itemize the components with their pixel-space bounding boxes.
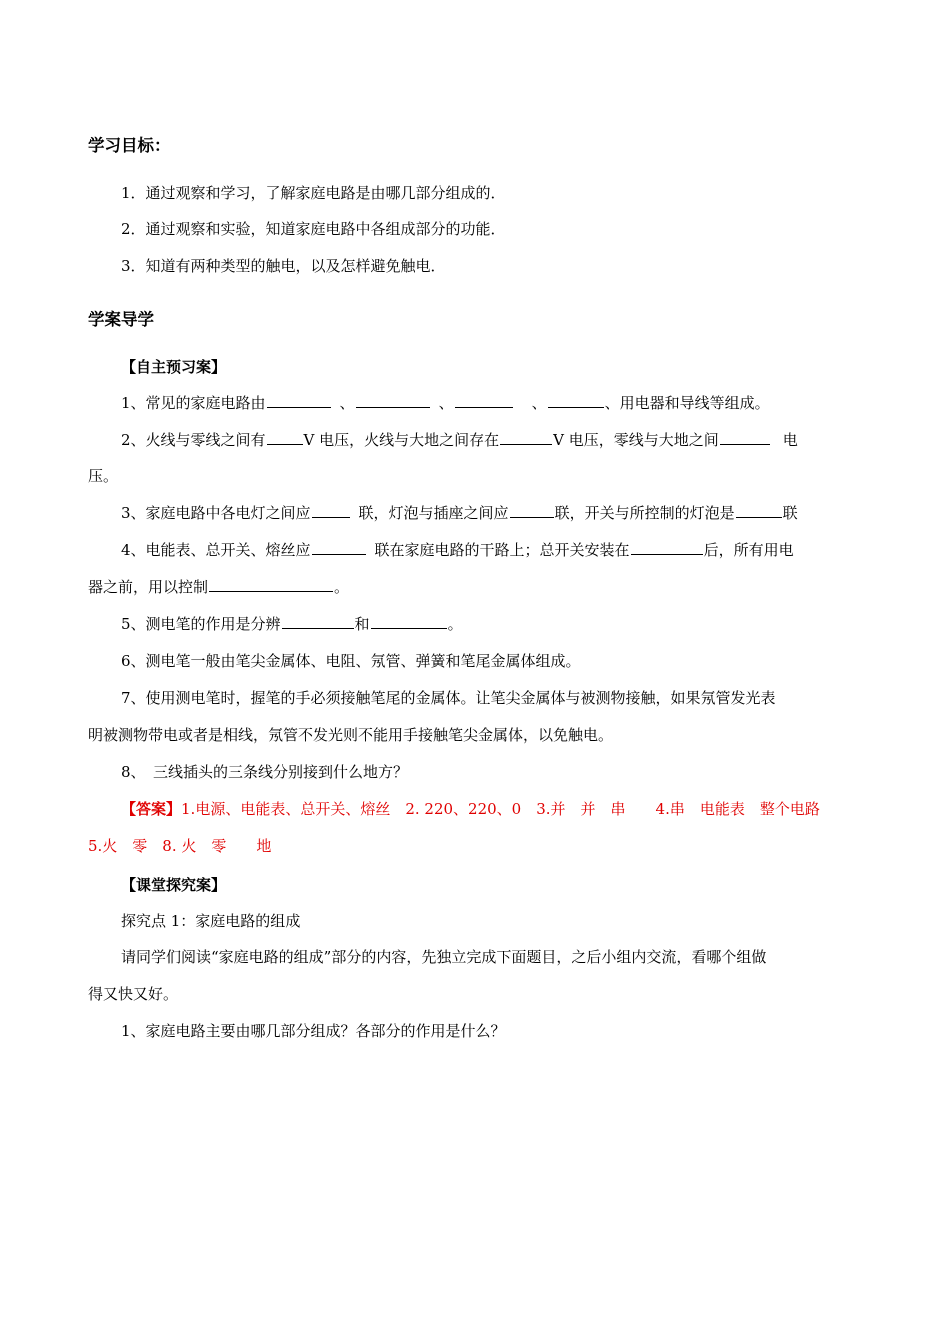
q3-text-c: 联，开关与所控制的灯泡是 [554, 504, 735, 522]
q5-blank-2[interactable] [371, 614, 447, 629]
answer-tag: 【答案】 [121, 800, 182, 818]
q3-text-a: 3、家庭电路中各电灯之间应 [121, 504, 311, 522]
goal-2: 2．通过观察和实验，知道家庭电路中各组成部分的功能． [121, 220, 506, 238]
q1-sep-1: 、 [339, 394, 355, 412]
q2-blank-2[interactable] [500, 430, 552, 445]
q5-text-b: 和 [354, 615, 370, 633]
q2-text-d: 电 [782, 431, 798, 449]
q5-text-c: 。 [447, 615, 463, 633]
q3-text-d: 联 [782, 504, 798, 522]
q1-text-a: 1、常见的家庭电路由 [121, 394, 266, 412]
answer-line-1 [121, 799, 820, 819]
q3-blank-2[interactable] [510, 503, 554, 518]
q3-blank-1[interactable] [312, 503, 350, 518]
question-2 [121, 430, 798, 450]
question-2-cont: 压。 [88, 467, 119, 485]
goal-3: 3．知道有两种类型的触电，以及怎样避免触电． [121, 257, 446, 275]
question-4-cont [88, 577, 349, 597]
q4-text-c: 后，所有用电 [703, 541, 794, 559]
heading-study-guide: 学案导学 [88, 310, 154, 329]
q4-blank-3[interactable] [209, 577, 333, 592]
q1-blank-2[interactable] [356, 393, 430, 408]
question-1 [121, 393, 770, 413]
question-5 [121, 614, 463, 634]
question-6: 6、测电笔一般由笔尖金属体、电阻、氖管、弹簧和笔尾金属体组成。 [121, 652, 581, 670]
q3-blank-3[interactable] [736, 503, 782, 518]
question-4 [121, 540, 794, 560]
goal-1: 1．通过观察和学习，了解家庭电路是由哪几部分组成的． [121, 184, 506, 202]
q1-blank-4[interactable] [548, 393, 604, 408]
question-7: 7、使用测电笔时，握笔的手必须接触笔尾的金属体。让笔尖金属体与被测物接触，如果氖管发光表 [121, 689, 776, 707]
q2-text-b: V 电压，火线与大地之间存在 [303, 431, 500, 449]
q4-blank-1[interactable] [312, 540, 366, 555]
q5-blank-1[interactable] [282, 614, 354, 629]
section-preview: 【自主预习案】 [121, 358, 227, 376]
question-8: 8、 三线插头的三条线分别接到什么地方？ [121, 763, 409, 781]
q1-blank-3[interactable] [455, 393, 513, 408]
q4-text-e: 。 [334, 578, 350, 596]
section-class-explore: 【课堂探究案】 [121, 876, 227, 894]
q1-sep-3: 、 [531, 394, 547, 412]
q1-blank-1[interactable] [267, 393, 331, 408]
q5-text-a: 5、测电笔的作用是分辨 [121, 615, 281, 633]
q1-sep-2: 、 [438, 394, 454, 412]
explore-question-1: 1、家庭电路主要由哪几部分组成？各部分的作用是什么？ [121, 1022, 506, 1040]
q4-text-a: 4、电能表、总开关、熔丝应 [121, 541, 311, 559]
heading-learning-goals: 学习目标： [88, 136, 171, 155]
question-3 [121, 503, 798, 523]
explore-paragraph: 请同学们阅读“家庭电路的组成”部分的内容，先独立完成下面题目，之后小组内交流，看哪个组做 [121, 948, 767, 966]
explore-point-title: 探究点 1：家庭电路的组成 [121, 912, 301, 930]
q4-blank-2[interactable] [631, 540, 703, 555]
q4-text-b: 联在家庭电路的干路上；总开关安装在 [374, 541, 630, 559]
question-7-cont: 明被测物带电或者是相线，氖管不发光则不能用手接触笔尖金属体，以免触电。 [88, 726, 614, 744]
q2-blank-3[interactable] [720, 430, 770, 445]
q3-text-b: 联，灯泡与插座之间应 [358, 504, 509, 522]
q2-text-a: 2、火线与零线之间有 [121, 431, 266, 449]
answer-text-1: 1.电源、电能表、总开关、熔丝 2. 220、220、0 3.并 并 串 4.串 电能表 整个电路 [181, 800, 820, 818]
q2-blank-1[interactable] [267, 430, 303, 445]
q2-text-c: V 电压，零线与大地之间 [553, 431, 719, 449]
q4-text-d: 器之前，用以控制 [88, 578, 209, 596]
q1-text-e: 、用电器和导线等组成。 [604, 394, 770, 412]
explore-paragraph-cont: 得又快又好。 [88, 985, 179, 1003]
answer-line-2: 5.火 零 8. 火 零 地 [88, 837, 272, 855]
